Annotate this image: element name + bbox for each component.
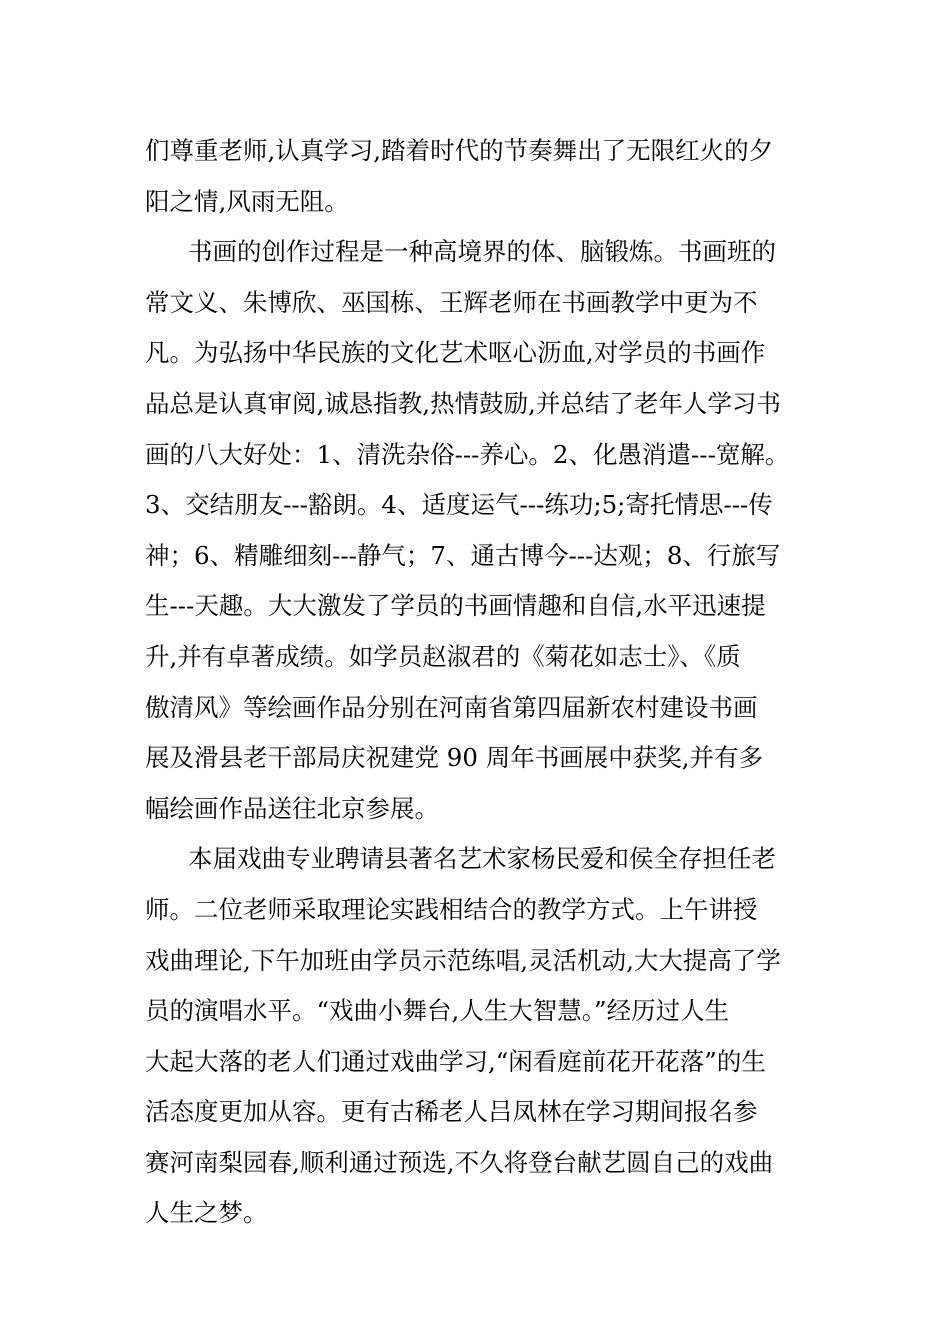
text-line: 幅绘画作品送往北京参展。 <box>145 793 439 823</box>
body-text <box>145 126 820 1239</box>
text-line: 师。二位老师采取理论实践相结合的教学方式。上午讲授 <box>145 894 758 924</box>
paragraph-2 <box>145 227 820 834</box>
text-line: 傲清风》等绘画作品分别在河南省第四届新农村建设书画 <box>145 692 758 722</box>
text-line: 画的八大好处：1、清洗杂俗---养心。2、化愚消遣---宽解。 <box>145 439 790 469</box>
text-line: 大起大落的老人们通过戏曲学习,“闲看庭前花开花落”的生 <box>145 1046 766 1076</box>
text-line: 人生之梦。 <box>145 1198 268 1228</box>
text-line: 赛河南梨园春,顺利通过预选,不久将登台献艺圆自己的戏曲 <box>145 1147 774 1177</box>
text-line: 生---天趣。大大激发了学员的书画情趣和自信,水平迅速提 <box>145 591 766 621</box>
text-line: 3、交结朋友---豁朗。4、适度运气---练功;5;寄托情思---传 <box>145 490 773 520</box>
text-line: 神；6、精雕细刻---静气；7、通古博今---达观；8、行旅写 <box>145 540 781 570</box>
text-line: 常文义、朱博欣、巫国栋、王辉老师在书画教学中更为不 <box>145 287 758 317</box>
text-line: 戏曲理论,下午加班由学员示范练唱,灵活机动,大大提高了学 <box>145 945 781 975</box>
text-line: 升,并有卓著成绩。如学员赵淑君的《菊花如志士》、《质 <box>145 641 741 671</box>
text-line: 品总是认真审阅,诚恳指教,热情鼓励,并总结了老年人学习书 <box>145 388 781 418</box>
text-line: 阳之情,风雨无阻。 <box>145 186 349 216</box>
paragraph-3 <box>145 834 820 1239</box>
text-line: 凡。为弘扬中华民族的文化艺术呕心沥血,对学员的书画作 <box>145 338 766 368</box>
text-line: 展及滑县老干部局庆祝建党 90 周年书画展中获奖,并有多 <box>145 743 764 773</box>
text-line: 本届戏曲专业聘请县著名艺术家杨民爱和侯全存担任老 <box>188 844 776 874</box>
text-line: 书画的创作过程是一种高境界的体、脑锻炼。书画班的 <box>188 237 776 267</box>
text-line: 活态度更加从容。更有古稀老人吕凤林在学习期间报名参 <box>145 1097 758 1127</box>
text-line: 员的演唱水平。“戏曲小舞台,人生大智慧。”经历过人生 <box>145 996 730 1026</box>
paragraph-1 <box>145 126 820 227</box>
text-line: 们尊重老师,认真学习,踏着时代的节奏舞出了无限红火的夕 <box>145 136 774 165</box>
